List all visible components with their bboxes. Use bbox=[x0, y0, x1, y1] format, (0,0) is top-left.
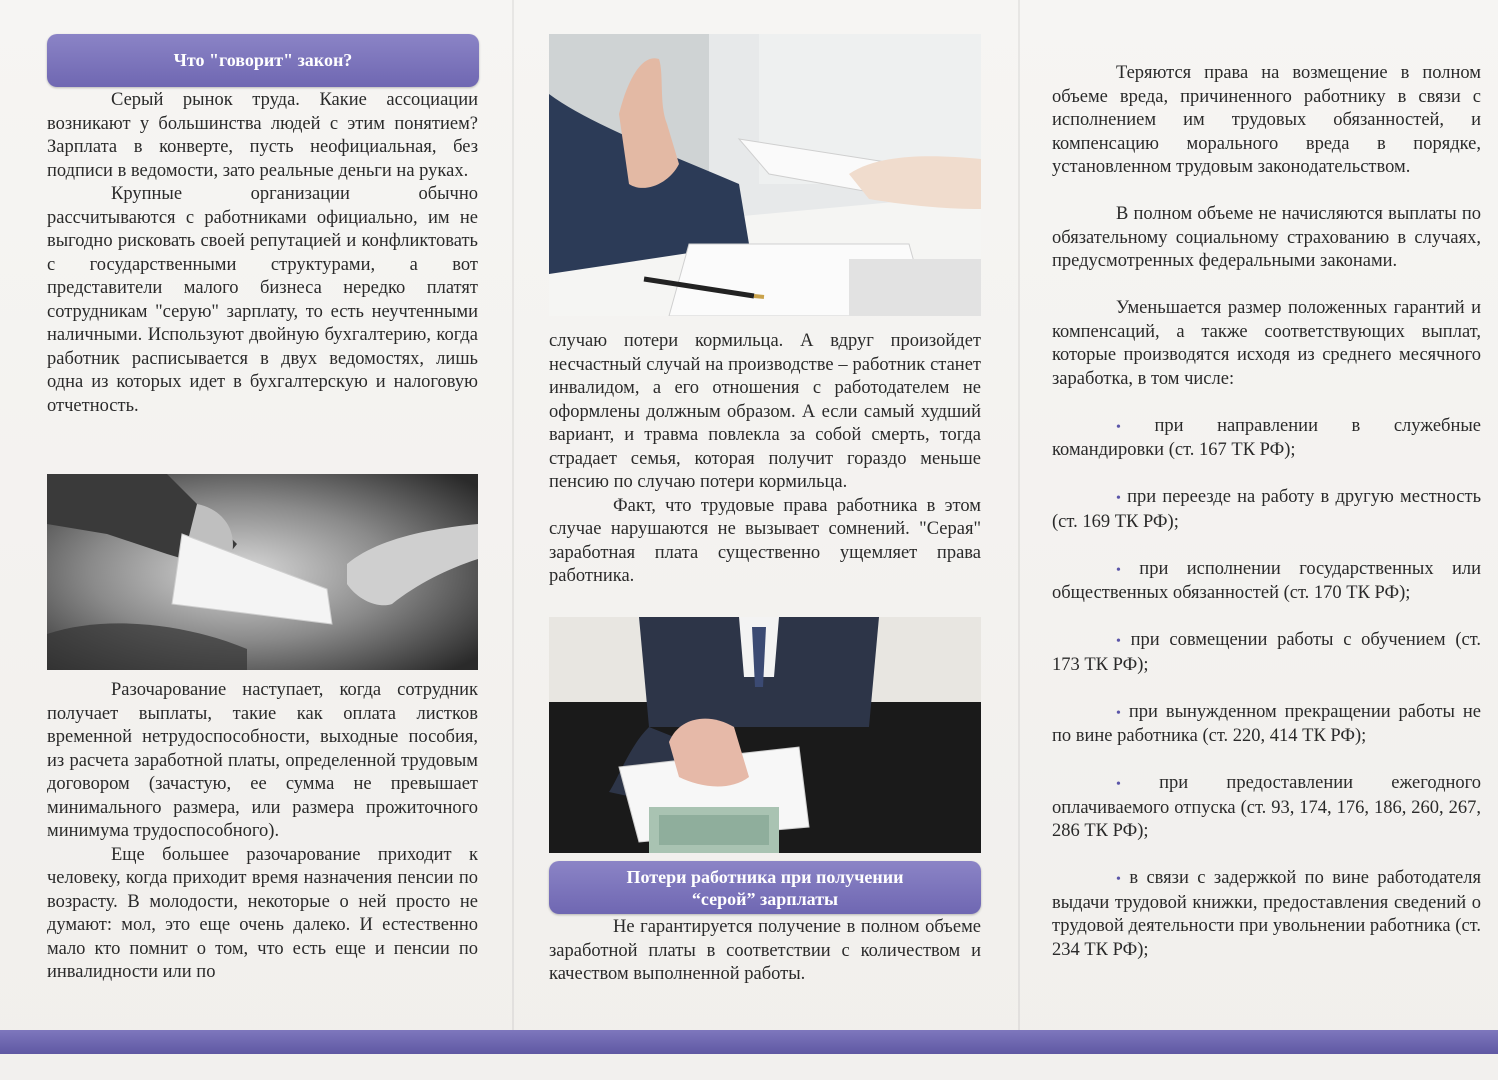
col2-text-bottom bbox=[549, 916, 981, 987]
list-item-text: при предоставлении ежегодного оплачиваемого отпуска (ст. 93, 174, 176, 186, 260, 267, 286 ТК РФ); bbox=[1052, 773, 1482, 841]
list-item-text: при совмещении работы с обучением (ст. 173 ТК РФ); bbox=[1052, 630, 1482, 675]
bullet-icon: • bbox=[1116, 634, 1121, 649]
col2-text-top bbox=[549, 330, 981, 589]
bottom-margin bbox=[0, 1054, 1498, 1080]
list-item bbox=[1052, 772, 1481, 844]
paragraph: Не гарантируется получение в полном объеме заработной платы в соответствии с количеством и качеством выполненной работы. bbox=[549, 917, 981, 984]
list-item bbox=[1052, 486, 1481, 534]
paragraph: В полном объеме не начисляются выплаты по обязательному социальному страхованию в случаях, предусмотренных федеральными законами. bbox=[1052, 204, 1481, 271]
paragraph: Уменьшается размер положенных гарантий и компенсаций, а также соответствующих выплат, которые производятся исходя из среднего месячного заработка, в том числе: bbox=[1052, 298, 1481, 389]
section-header-losses-line2: “серой” зарплаты bbox=[691, 888, 839, 909]
list-item bbox=[1052, 558, 1481, 606]
list-item bbox=[1052, 867, 1481, 962]
photo-cash-envelope bbox=[549, 617, 981, 853]
photo-refusal-gesture bbox=[549, 34, 981, 316]
fold-line-1 bbox=[512, 0, 514, 1030]
fold-line-2 bbox=[1018, 0, 1020, 1030]
paragraph: Разочарование наступает, когда сотрудник получает выплаты, такие как оплата листков временной нетрудоспособности, выходные пособия, из расчета заработной платы, определенной трудовым договором (зачастую, ее сумма не превышает минимального размера, или размера прожиточного минимума трудоспособного). bbox=[47, 680, 478, 841]
paragraph: случаю потери кормильца. А вдруг произойдет несчастный случай на производстве – работник станет инвалидом, а его отношения с работодателем не оформлены должным образом. А если самый худший вариант, и травма повлекла за собой смерть, тогда страдает семья, которая получит гораздо меньше пенсию по случаю потери кормильца. bbox=[549, 331, 981, 492]
section-header-law bbox=[47, 34, 479, 87]
paragraph: Теряются права на возмещение в полном объеме вреда, причиненного работнику в связи с исполнением им трудовых обязанностей, и компенсацию морального вреда в порядке, установленном трудовым законодательством. bbox=[1052, 63, 1481, 177]
list-item-text: при направлении в служебные командировки (ст. 167 ТК РФ); bbox=[1052, 415, 1481, 460]
list-item-text: при вынужденном прекращении работы не по вине работника (ст. 220, 414 ТК РФ); bbox=[1052, 701, 1481, 746]
paragraph: Факт, что трудовые права работника в этом случае нарушаются не вызывает сомнений. "Серая" заработная плата существенно ущемляет права работника. bbox=[549, 495, 981, 586]
bullet-icon: • bbox=[1116, 419, 1121, 435]
list-item bbox=[1052, 701, 1481, 749]
list-item-text: при исполнении государственных или общественных обязанностей (ст. 170 ТК РФ); bbox=[1052, 558, 1481, 603]
col1-text-top bbox=[47, 89, 478, 418]
list-item-text: в связи с задержкой по вине работодателя выдачи трудовой книжки, предоставления сведений о трудовой деятельности при увольнении работника (ст. 234 ТК РФ); bbox=[1052, 868, 1481, 960]
section-header-losses bbox=[549, 861, 981, 914]
col3-text bbox=[1052, 62, 1481, 962]
list-item bbox=[1052, 415, 1481, 463]
section-header-law-text: Что "говорит" закон? bbox=[173, 50, 353, 70]
bullet-icon: • bbox=[1116, 491, 1121, 506]
bullet-icon: • bbox=[1116, 562, 1121, 578]
col1-text-bottom bbox=[47, 679, 478, 985]
bullet-icon: • bbox=[1116, 705, 1121, 721]
bullet-icon: • bbox=[1116, 777, 1121, 792]
photo-envelope-handover bbox=[47, 474, 478, 670]
bottom-decorative-bar bbox=[0, 1030, 1498, 1054]
list-item bbox=[1052, 629, 1481, 677]
section-header-losses-line1: Потери работника при получении bbox=[626, 866, 904, 887]
bullet-icon: • bbox=[1116, 872, 1121, 887]
paragraph: Еще большее разочарование приходит к человеку, когда приходит время назначения пенсии по возрасту. В молодости, некоторые о ней просто не думают: мол, это еще очень далеко. И естественно мало кто помнит о том, что есть еще и пенсии по инвалидности или по bbox=[47, 844, 478, 982]
paragraph: Серый рынок труда. Какие ассоциации возникают у большинства людей с этим понятием? Зарплата в конверте, пусть неофициальная, без подписи в ведомости, зато реальные деньги на руках. bbox=[47, 90, 478, 181]
paragraph: Крупные организации обычно рассчитываются с работниками официально, им не выгодно рисковать своей репутацией и конфликтовать с государственными структурами, а вот представители малого бизнеса нередко платят сотрудникам "серую" зарплату, то есть неучтенными наличными. Используют двойную бухгалтерию, когда работник расписывается в двух ведомостях, лишь одна из которых идет в бухгалтерскую и налоговую отчетность. bbox=[47, 184, 478, 416]
list-item-text: при переезде на работу в другую местность (ст. 169 ТК РФ); bbox=[1052, 487, 1482, 532]
